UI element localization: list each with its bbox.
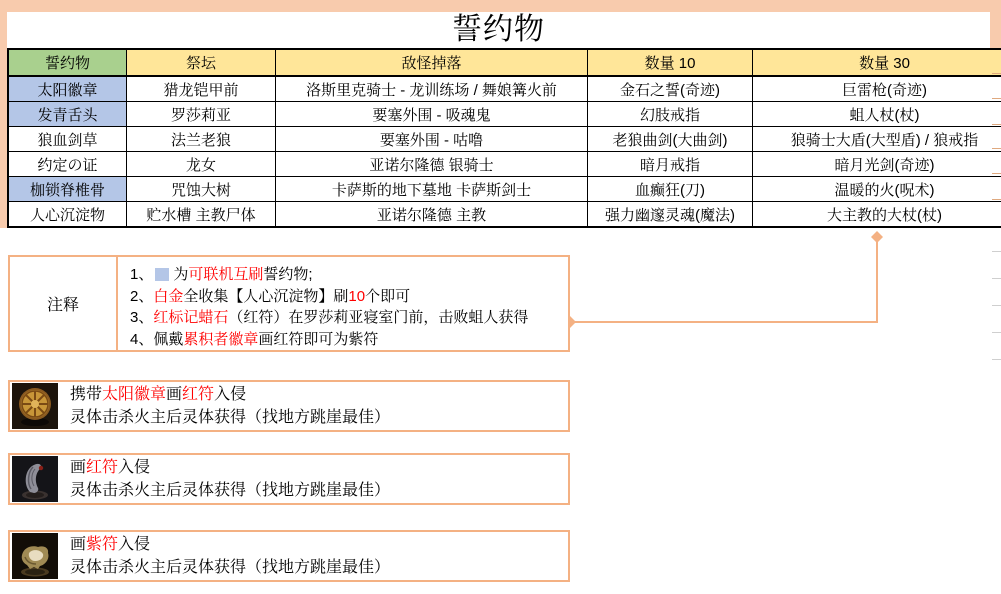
table-cell[interactable]: 狼血剑草: [8, 127, 127, 152]
gridline-stub: [992, 98, 1001, 99]
invasion-line-1: 携带太阳徽章画红符入侵: [70, 386, 247, 403]
blue-highlight-swatch: [155, 268, 169, 281]
table-cell[interactable]: 金石之誓(奇迹): [588, 76, 753, 102]
invasion-box-purple-sign: [8, 530, 570, 582]
table-cell[interactable]: 蛆人杖(杖): [753, 102, 1001, 127]
column-header[interactable]: 敌怪掉落: [276, 49, 588, 76]
table-cell[interactable]: 咒蚀大树: [127, 177, 276, 202]
invasion-box-sun-medal: [8, 380, 570, 432]
table-row: [8, 177, 1001, 202]
invasion-box-text: [70, 533, 390, 579]
table-cell[interactable]: 太阳徽章: [8, 76, 127, 102]
sun-medal-icon: [12, 383, 58, 429]
table-cell[interactable]: 约定の证: [8, 152, 127, 177]
column-header[interactable]: 誓约物: [8, 49, 127, 76]
notes-content: [118, 257, 568, 350]
covenant-table: [7, 48, 1001, 228]
table-cell[interactable]: 要塞外围 - 吸魂鬼: [276, 102, 588, 127]
table-cell[interactable]: 洛斯里克骑士 - 龙训练场 / 舞娘篝火前: [276, 76, 588, 102]
table-cell[interactable]: 老狼曲剑(大曲剑): [588, 127, 753, 152]
gridline-stub: [992, 124, 1001, 125]
table-cell[interactable]: 幻肢戒指: [588, 102, 753, 127]
gridline-stub: [992, 332, 1001, 333]
table-row: [8, 76, 1001, 102]
table-cell[interactable]: 狼骑士大盾(大型盾) / 狼戒指: [753, 127, 1001, 152]
table-body: [8, 76, 1001, 227]
table-cell[interactable]: 暗月戒指: [588, 152, 753, 177]
column-header[interactable]: 数量 30: [753, 49, 1001, 76]
table-cell[interactable]: 罗莎莉亚: [127, 102, 276, 127]
invasion-line-2: 灵体击杀火主后灵体获得（找地方跳崖最佳）: [70, 409, 391, 426]
connector-diamond-top: [871, 231, 883, 243]
invasion-line-1: 画红符入侵: [70, 459, 151, 476]
invasion-box-text: [70, 383, 390, 429]
table-cell[interactable]: 龙女: [127, 152, 276, 177]
table-header-row: [8, 49, 1001, 76]
table-cell[interactable]: 暗月光剑(奇迹): [753, 152, 1001, 177]
note-line-1: 1、 为可联机互刷誓约物;: [130, 266, 313, 283]
page-title: 誓约物: [452, 13, 545, 46]
table-cell[interactable]: 亚诺尔隆德 主教: [276, 202, 588, 228]
table-cell[interactable]: 法兰老狼: [127, 127, 276, 152]
invasion-box-text: [70, 456, 390, 502]
table-cell[interactable]: 温暖的火(呪术): [753, 177, 1001, 202]
gridline-stub: [992, 278, 1001, 279]
gridline-stub: [992, 199, 1001, 200]
invasion-line-1: 画紫符入侵: [70, 536, 151, 553]
table-cell[interactable]: 亚诺尔隆德 银骑士: [276, 152, 588, 177]
note-line-2: 2、白金全收集【人心沉淀物】刷10个即可: [130, 287, 411, 305]
gridline-stub: [992, 305, 1001, 306]
gridline-stub: [992, 148, 1001, 149]
table-cell[interactable]: 强力幽邃灵魂(魔法): [588, 202, 753, 228]
gridline-stub: [992, 73, 1001, 74]
table-cell[interactable]: 人心沉淀物: [8, 202, 127, 228]
table-row: [8, 127, 1001, 152]
red-sign-item-icon: [12, 456, 58, 502]
table-cell[interactable]: 发青舌头: [8, 102, 127, 127]
gridline-stub: [992, 359, 1001, 360]
notes-box: [8, 255, 570, 352]
covenant-table-panel: [7, 12, 990, 222]
gridline-stub: [992, 251, 1001, 252]
table-cell[interactable]: 枷锁脊椎骨: [8, 177, 127, 202]
column-header[interactable]: 祭坛: [127, 49, 276, 76]
table-cell[interactable]: 要塞外围 - 咕噜: [276, 127, 588, 152]
invasion-line-2: 灵体击杀火主后灵体获得（找地方跳崖最佳）: [70, 559, 391, 576]
table-row: [8, 202, 1001, 228]
table-cell[interactable]: 卡萨斯的地下墓地 卡萨斯剑士: [276, 177, 588, 202]
notes-label: 注释: [10, 257, 118, 350]
gridline-stub: [992, 173, 1001, 174]
note-line-4: 4、佩戴累积者徽章画红符即可为紫符: [130, 330, 379, 348]
invasion-box-red-sign: [8, 453, 570, 505]
table-cell[interactable]: 巨雷枪(奇迹): [753, 76, 1001, 102]
table-cell[interactable]: 血癫狂(刀): [588, 177, 753, 202]
purple-sign-item-icon: [12, 533, 58, 579]
table-cell[interactable]: 大主教的大杖(杖): [753, 202, 1001, 228]
table-row: [8, 152, 1001, 177]
table-row: [8, 102, 1001, 127]
table-cell[interactable]: 猎龙铠甲前: [127, 76, 276, 102]
note-line-3: 3、红标记蜡石（红符）在罗莎莉亚寝室门前，击败蛆人获得: [130, 309, 529, 326]
invasion-line-2: 灵体击杀火主后灵体获得（找地方跳崖最佳）: [70, 482, 391, 499]
table-cell[interactable]: 贮水槽 主教尸体: [127, 202, 276, 228]
column-header[interactable]: 数量 10: [588, 49, 753, 76]
